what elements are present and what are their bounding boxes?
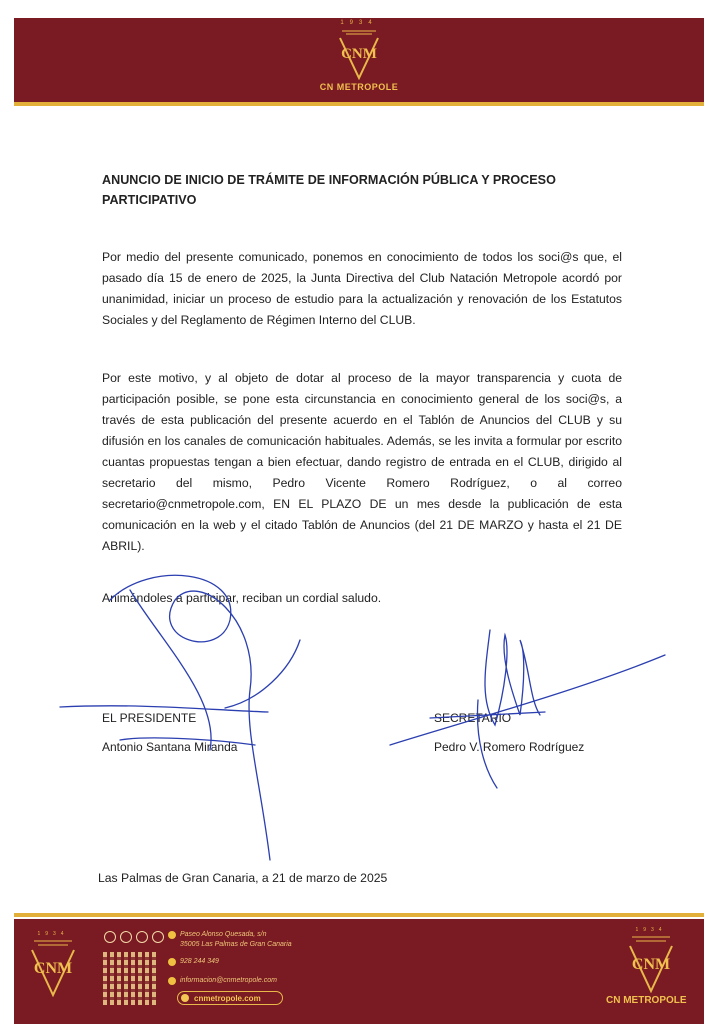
paragraph-details: Por este motivo, y al objeto de dotar al proceso de la mayor transparencia y cuota de participación posible, se pone esta circunstancia en conocimiento general de los soci@s, a través de esta publicación del presente acuerdo en el Tablón de Anuncios del CLUB y su difusión en los canales de comunicación habituales. Además, se les invita a formular por escrito cuantas propuestas tengan a bien efectuar, dando registro de entrada en el CLUB, dirigido al secretario del mismo, Pedro Vicente Romero Rodríguez, o al correo secretario@cnmetropole.com, EN EL PLAZO DE un mes desde la publicación de esta comunicación en la web y el citado Tablón de Anuncios (del 21 DE MARZO y hasta el 21 DE ABRIL). [102,371,622,553]
location-icon [168,931,176,939]
document-title: ANUNCIO DE INICIO DE TRÁMITE DE INFORMACIÓN PÚBLICA Y PROCESO PARTICIPATIVO [102,173,556,207]
place-date: Las Palmas de Gran Canaria, a 21 de marzo de 2025 [98,871,388,885]
logo-text: CNM [341,46,377,62]
club-logo-icon [626,933,676,993]
paragraph-intro: Por medio del presente comunicado, ponemos en conocimiento de todos los soci@s que, el pasado día 15 de enero de 2025, la Junta Directiva del Club Natación Metropole acordó por unanimidad, iniciar un proceso de estudio para la actualización y renovación de los Estatutos Sociales y del Reglamento de Régimen Interno del CLUB. [102,250,622,327]
footer-logo-text-right: CNM [631,956,671,973]
website-link[interactable]: cnmetropole.com [177,991,283,1005]
address-line2: 35005 Las Palmas de Gran Canaria [180,941,292,948]
youtube-icon[interactable] [136,931,148,943]
footer-logo-year-right: 1934 [635,927,667,933]
address-line1: Paseo Alonso Quesada, s/n [180,931,267,938]
club-logo-icon [336,28,382,80]
president-role: EL PRESIDENTE [102,711,197,725]
footer-logo-text: CNM [33,960,73,977]
logo-year: 1934 [340,20,378,26]
email-icon [168,977,176,985]
header-divider [14,102,704,106]
secretary-role: SECRETARIO [434,711,512,725]
footer-logo-year: 1934 [37,931,69,937]
club-logo-icon [28,937,78,997]
email[interactable]: informacion@cnmetropole.com [180,977,277,984]
footer-club-name: CN METROPOLE [606,995,687,1006]
x-icon[interactable] [152,931,164,943]
instagram-icon[interactable] [120,931,132,943]
closing-line: Animándoles a participar, reciban un cordial saludo. [102,591,382,605]
header-banner [14,18,704,102]
club-name: CN METROPOLE [319,82,399,92]
facebook-icon[interactable] [104,931,116,943]
president-name: Antonio Santana Miranda [102,740,238,754]
footer-logo-right [626,927,676,998]
phone-icon [168,958,176,966]
footer-divider [14,913,704,917]
social-icons [104,931,164,943]
footer-logo-left [28,931,78,1002]
footer-banner [14,919,704,1024]
secretary-name: Pedro V. Romero Rodríguez [434,740,585,754]
qr-code-icon [103,952,156,1005]
phone: 928 244 349 [180,958,219,965]
